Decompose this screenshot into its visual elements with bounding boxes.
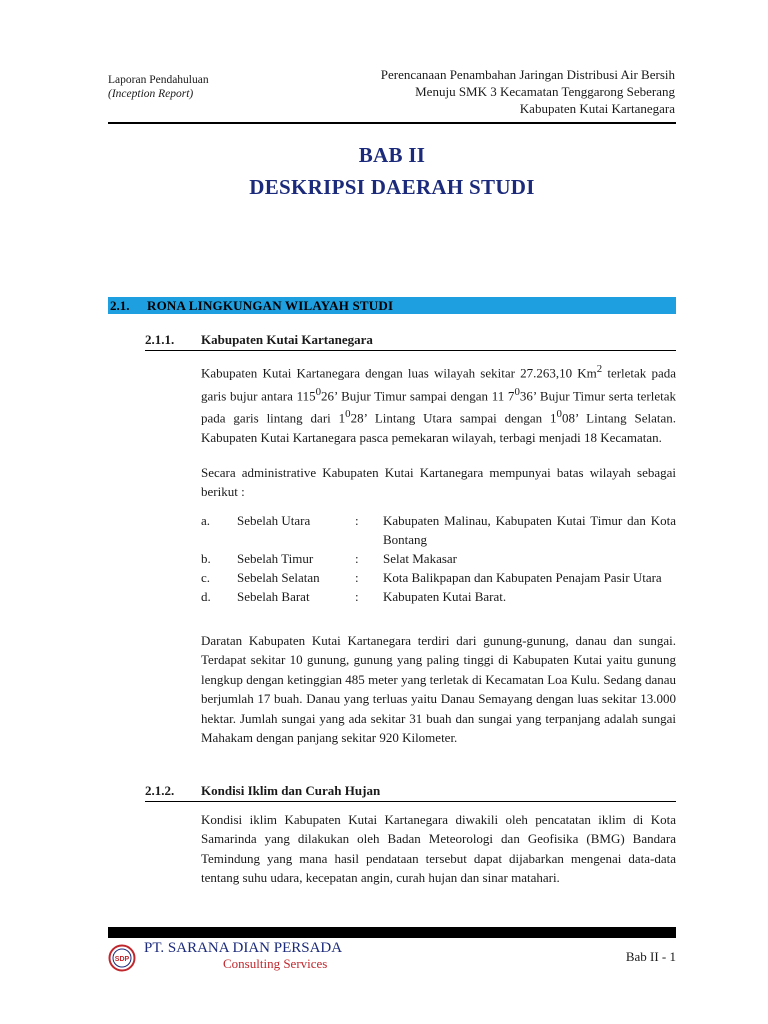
list-item bbox=[201, 568, 676, 587]
paragraph-boundaries-intro: Secara administrative Kabupaten Kutai Kartanegara mempunyai batas wilayah sebagai berikut : bbox=[201, 465, 676, 500]
superscript: 0 bbox=[315, 385, 322, 398]
boundary-direction: Sebelah Selatan bbox=[237, 570, 320, 585]
project-title-line3: Kabupaten Kutai Kartanegara bbox=[519, 101, 675, 116]
colon: : bbox=[355, 551, 359, 566]
text-run: 08’ Lintang Selatan. Kabupaten Kutai Kartanegara pasca pemekaran wilayah, terbagi menjadi 18 Kecamatan. bbox=[201, 410, 677, 446]
list-letter: a. bbox=[201, 513, 211, 528]
paragraph-climate: Kondisi iklim Kabupaten Kutai Kartanegara diwakili oleh pencatatan iklim di Kota Samarinda yang dilakukan oleh Badan Meteorologi dan Geofisika (BMG) Bandara Temindung yang mana hasil pendataan tersebut dapat dijabarkan mengenai data-data tentang suhu udara, kecepatan angin, curah hujan dan sinar matahari. bbox=[201, 812, 676, 886]
text-run: 36’ Bujur Timur serta terletak pada garis lintang dari 1 bbox=[201, 388, 676, 426]
superscript: 0 bbox=[556, 408, 562, 421]
logo-text: SDP bbox=[114, 956, 130, 963]
boundary-direction: Sebelah Utara bbox=[237, 513, 311, 528]
company-tagline: Consulting Services bbox=[223, 956, 328, 971]
section-title: RONA LINGKUNGAN WILAYAH STUDI bbox=[147, 298, 394, 313]
subsection-title: Kondisi Iklim dan Curah Hujan bbox=[201, 783, 381, 798]
section-number: 2.1. bbox=[110, 298, 130, 313]
project-title-line2: Menuju SMK 3 Kecamatan Tenggarong Seberang bbox=[415, 84, 675, 99]
list-letter: c. bbox=[201, 570, 211, 585]
company-logo bbox=[108, 944, 136, 972]
report-title: Laporan Pendahuluan bbox=[108, 74, 209, 86]
subsection-number: 2.1.1. bbox=[145, 332, 175, 347]
list-item bbox=[201, 511, 676, 549]
chapter-number: BAB II bbox=[358, 143, 426, 167]
header-rule bbox=[108, 122, 676, 124]
subsection-heading-1 bbox=[145, 332, 676, 351]
text-run: Kabupaten Kutai Kartanegara dengan luas wilayah sekitar 27.263,10 Km bbox=[201, 365, 597, 381]
boundary-direction: Sebelah Barat bbox=[237, 589, 310, 604]
chapter-title: DESKRIPSI DAERAH STUDI bbox=[249, 175, 535, 199]
boundary-value: Kabupaten Kutai Barat. bbox=[383, 589, 507, 604]
text-run: terletak pada garis bujur antara 115 bbox=[201, 365, 676, 404]
subsection-title: Kabupaten Kutai Kartanegara bbox=[201, 332, 373, 347]
superscript: 0 bbox=[514, 385, 520, 398]
header-right bbox=[381, 66, 675, 117]
boundary-value: Selat Makasar bbox=[383, 551, 458, 566]
paragraph-location bbox=[201, 360, 676, 448]
boundary-direction: Sebelah Timur bbox=[237, 551, 314, 566]
header-left bbox=[108, 73, 209, 101]
footer-bar bbox=[108, 927, 676, 938]
colon: : bbox=[355, 513, 359, 528]
page-number: Bab II - 1 bbox=[625, 949, 676, 964]
company-name: PT. SARANA DIAN PERSADA bbox=[144, 940, 343, 956]
boundary-list bbox=[201, 511, 676, 606]
superscript: 0 bbox=[345, 408, 351, 421]
text-run: 28’ Lintang Utara sampai dengan 1 bbox=[350, 410, 557, 426]
boundary-value: Kabupaten Malinau, Kabupaten Kutai Timur dan Kota Bontang bbox=[383, 513, 676, 547]
project-title-line1: Perencanaan Penambahan Jaringan Distribusi Air Bersih bbox=[380, 67, 675, 82]
boundary-value: Kota Balikpapan dan Kabupaten Penajam Pasir Utara bbox=[383, 570, 662, 585]
list-item bbox=[201, 549, 676, 568]
list-item bbox=[201, 587, 676, 606]
report-subtitle: (Inception Report) bbox=[108, 88, 194, 100]
colon: : bbox=[355, 589, 359, 604]
text-run: 26’ Bujur Timur sampai dengan 11 7 bbox=[321, 388, 515, 404]
superscript: 2 bbox=[596, 363, 603, 375]
subsection-number: 2.1.2. bbox=[145, 783, 175, 798]
section-heading-bar bbox=[108, 297, 676, 314]
subsection-heading-2 bbox=[145, 783, 676, 802]
list-letter: b. bbox=[201, 551, 211, 566]
list-letter: d. bbox=[201, 589, 211, 604]
colon: : bbox=[355, 570, 359, 585]
paragraph-terrain: Daratan Kabupaten Kutai Kartanegara terdiri dari gunung-gunung, danau dan sungai. Terdapat sekitar 10 gunung, gunung yang paling tinggi di Kabupaten Kutai yaitu gunung lengkup dengan ketinggian 485 meter yang terletak di Kecamatan Loa Kulu. Sedang danau berjumlah 17 buah. Danau yang terluas yaitu Danau Semayang dengan luas sekitar 13.000 hektar. Jumlah sungai yang ada sekitar 31 buah dan sungai yang terpanjang adalah sungai Mahakam dengan panjang sekitar 920 Kilometer. bbox=[201, 633, 676, 746]
